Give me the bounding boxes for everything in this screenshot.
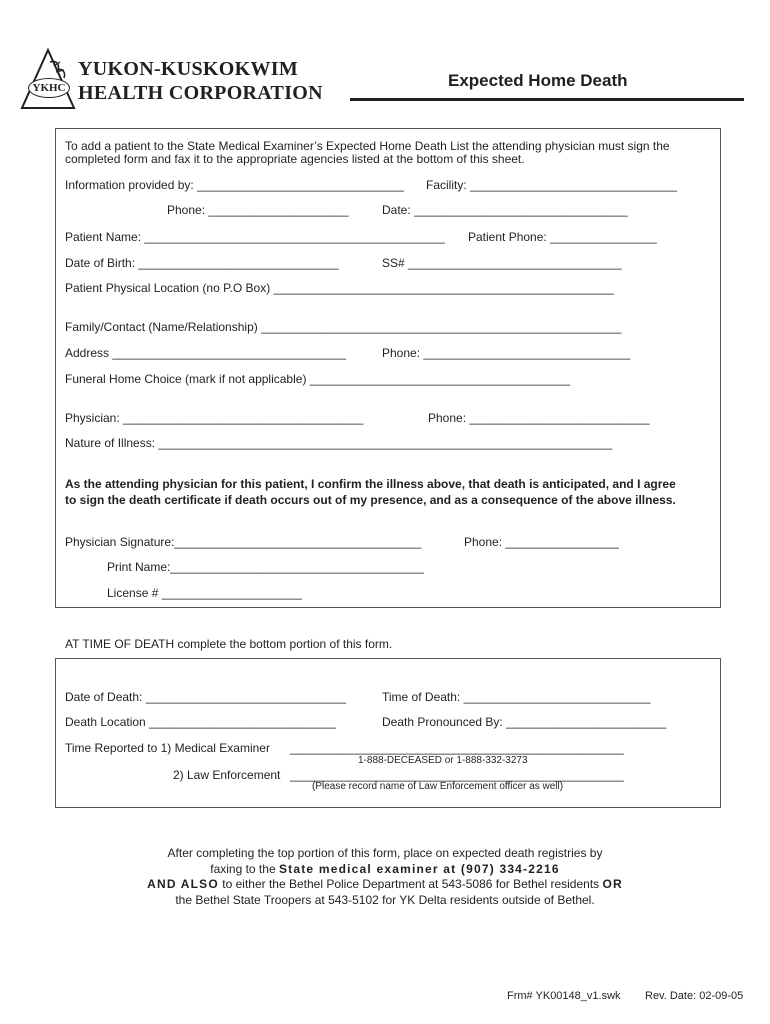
intro-text-line1: To add a patient to the State Medical Examiner’s Expected Home Death List the attending physician must sign the: [65, 139, 670, 153]
header-rule: [350, 98, 744, 101]
attestation-line2: to sign the death certificate if death occurs out of my presence, and as a consequence of the above illness.: [65, 493, 676, 507]
patient-phone-field[interactable]: Patient Phone: ________________: [468, 230, 657, 244]
attestation-line1: As the attending physician for this patient, I confirm the illness above, that death is anticipated, and I agree: [65, 477, 676, 491]
or-text: OR: [602, 877, 623, 891]
bethel-police-text: to either the Bethel Police Department at 543-5086 for Bethel residents: [218, 877, 603, 891]
and-also-text: AND ALSO: [147, 877, 219, 891]
phone-field-2[interactable]: Phone: _______________________________: [382, 346, 631, 360]
time-reported-label: Time Reported to 1) Medical Examiner: [65, 741, 270, 755]
funeral-home-field[interactable]: Funeral Home Choice (mark if not applicable) _______________________________________: [65, 372, 571, 386]
intro-text-line2: completed form and fax it to the appropriate agencies listed at the bottom of this sheet.: [65, 152, 525, 166]
law-enforcement-field[interactable]: __________________________________________________: [290, 768, 624, 782]
state-medical-examiner-fax: State medical examiner at (907) 334-2216: [278, 862, 560, 876]
family-contact-field[interactable]: Family/Contact (Name/Relationship) ______________________________________________________: [65, 320, 622, 334]
phone-field-3[interactable]: Phone: ___________________________: [428, 411, 650, 425]
medical-examiner-field[interactable]: __________________________________________________: [290, 741, 624, 755]
info-provided-by-field[interactable]: Information provided by: _______________________________: [65, 178, 404, 192]
time-of-death-note: AT TIME OF DEATH complete the bottom portion of this form.: [65, 637, 393, 651]
date-field-1[interactable]: Date: ________________________________: [382, 203, 628, 217]
physician-signature-field[interactable]: Physician Signature:_____________________________________: [65, 535, 422, 549]
org-name-line2: HEALTH CORPORATION: [78, 82, 323, 104]
ss-field[interactable]: SS# ________________________________: [382, 256, 622, 270]
physician-field[interactable]: Physician: ____________________________________: [65, 411, 364, 425]
org-name-line1: YUKON-KUSKOKWIM: [78, 58, 299, 80]
address-field[interactable]: Address ___________________________________: [65, 346, 346, 360]
patient-name-field[interactable]: Patient Name: _____________________________________________: [65, 230, 445, 244]
form-number: Frm# YK00148_v1.swk: [507, 990, 621, 1002]
instructions-faxing-text: faxing to the: [210, 862, 279, 876]
death-location-field[interactable]: Death Location ____________________________: [65, 715, 336, 729]
phone-field-1[interactable]: Phone: _____________________: [167, 203, 349, 217]
instructions-line2: [0, 862, 770, 876]
revision-date: Rev. Date: 02-09-05: [645, 990, 744, 1002]
state-troopers-text: the Bethel State Troopers at 543-5102 for YK Delta residents outside of Bethel.: [175, 893, 595, 907]
time-of-death-field[interactable]: Time of Death: ____________________________: [382, 690, 651, 704]
print-name-field[interactable]: Print Name:______________________________________: [107, 560, 424, 574]
license-field[interactable]: License # _____________________: [107, 586, 302, 600]
logo-badge: [28, 78, 70, 98]
instructions-line1: [0, 846, 770, 860]
form-title: Expected Home Death: [448, 71, 628, 90]
instructions-line1-text: After completing the top portion of this form, place on expected death registries by: [167, 846, 603, 860]
law-enforcement-label: 2) Law Enforcement: [173, 768, 281, 782]
instructions-line3: [0, 877, 770, 891]
instructions-line4: [0, 893, 770, 907]
law-enforcement-note: (Please record name of Law Enforcement officer as well): [312, 781, 564, 792]
physical-location-field[interactable]: Patient Physical Location (no P.O Box) ___________________________________________________: [65, 281, 614, 295]
medical-examiner-numbers: 1-888-DECEASED or 1-888-332-3273: [358, 755, 528, 766]
date-of-death-field[interactable]: Date of Death: ______________________________: [65, 690, 346, 704]
death-pronounced-by-field[interactable]: Death Pronounced By: ________________________: [382, 715, 667, 729]
phone-field-4[interactable]: Phone: _________________: [464, 535, 619, 549]
facility-field[interactable]: Facility: _______________________________: [426, 178, 677, 192]
logo-badge-text: YKHC: [32, 82, 66, 94]
nature-of-illness-field[interactable]: Nature of Illness: ____________________________________________________________________: [65, 436, 613, 450]
date-of-birth-field[interactable]: Date of Birth: ______________________________: [65, 256, 339, 270]
logo: [20, 48, 76, 112]
